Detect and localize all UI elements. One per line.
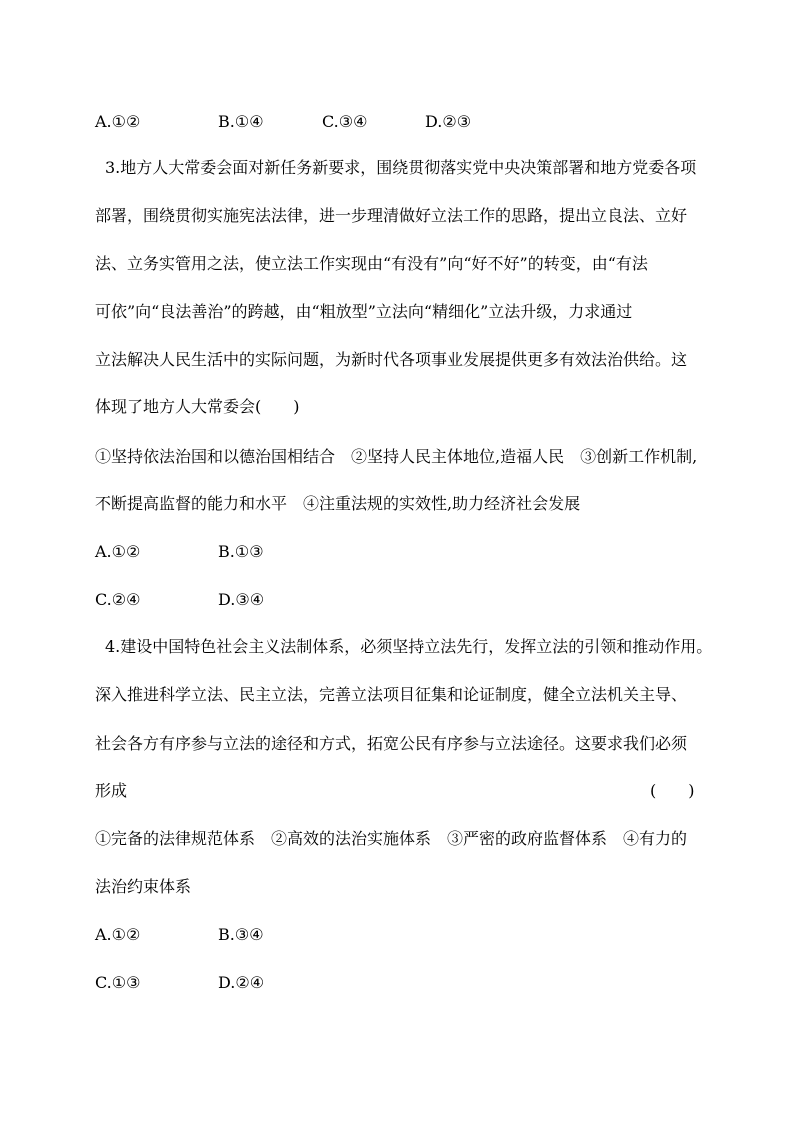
q2-option-b: B.①④ (218, 112, 264, 131)
q3-stem-line: 部署，围绕贯彻实施宪法法律，进一步理清做好立法工作的思路，提出立良法、立好 (95, 206, 688, 225)
q3-stem-line: 立法解决人民生活中的实际问题，为新时代各项事业发展提供更多有效法治供给。这 (95, 350, 688, 369)
q2-option-a: A.①② (95, 112, 141, 131)
q4-stem-line: 深入推进科学立法、民主立法，完善立法项目征集和论证制度，健全立法机关主导、 (95, 685, 688, 704)
q3-statements-line: 不断提高监督的能力和水平 ④注重法规的实效性,助力经济社会发展 (95, 494, 581, 513)
q2-option-d: D.②③ (425, 112, 472, 131)
q4-stem-line: 社会各方有序参与立法的途径和方式，拓宽公民有序参与立法途径。这要求我们必须 (95, 734, 688, 753)
answer-parentheses: ( ) (650, 781, 695, 800)
q4-stem-line: 形成 (95, 781, 128, 800)
q4-option-d: D.②④ (218, 973, 265, 992)
q3-option-c: C.②④ (95, 590, 141, 609)
q3-stem-line: 体现了地方人大常委会( ) (95, 397, 300, 416)
q4-option-b: B.③④ (218, 925, 264, 944)
q4-statements-line: 法治约束体系 (95, 877, 192, 896)
q3-stem-line: 3.地方人大常委会面对新任务新要求，围绕贯彻落实党中央决策部署和地方党委各项 (105, 158, 697, 177)
q4-option-a: A.①② (95, 925, 141, 944)
q3-statements-line: ①坚持依法治国和以德治国相结合 ②坚持人民主体地位,造福人民 ③创新工作机制, (95, 447, 698, 466)
q4-stem-line: 4.建设中国特色社会主义法制体系，必须坚持立法先行，发挥立法的引领和推动作用。 (105, 637, 713, 656)
q3-stem-line: 可依”向“良法善治”的跨越，由“粗放型”立法向“精细化”立法升级，力求通过 (95, 302, 633, 321)
q3-option-a: A.①② (95, 542, 141, 561)
q3-stem-line: 法、立务实管用之法，使立法工作实现由“有没有”向“好不好”的转变，由“有法 (95, 254, 648, 273)
q4-statements-line: ①完备的法律规范体系 ②高效的法治实施体系 ③严密的政府监督体系 ④有力的 (95, 829, 688, 848)
q3-option-b: B.①③ (218, 542, 264, 561)
q3-option-d: D.③④ (218, 590, 265, 609)
q4-option-c: C.①③ (95, 973, 141, 992)
q2-option-c: C.③④ (322, 112, 368, 131)
